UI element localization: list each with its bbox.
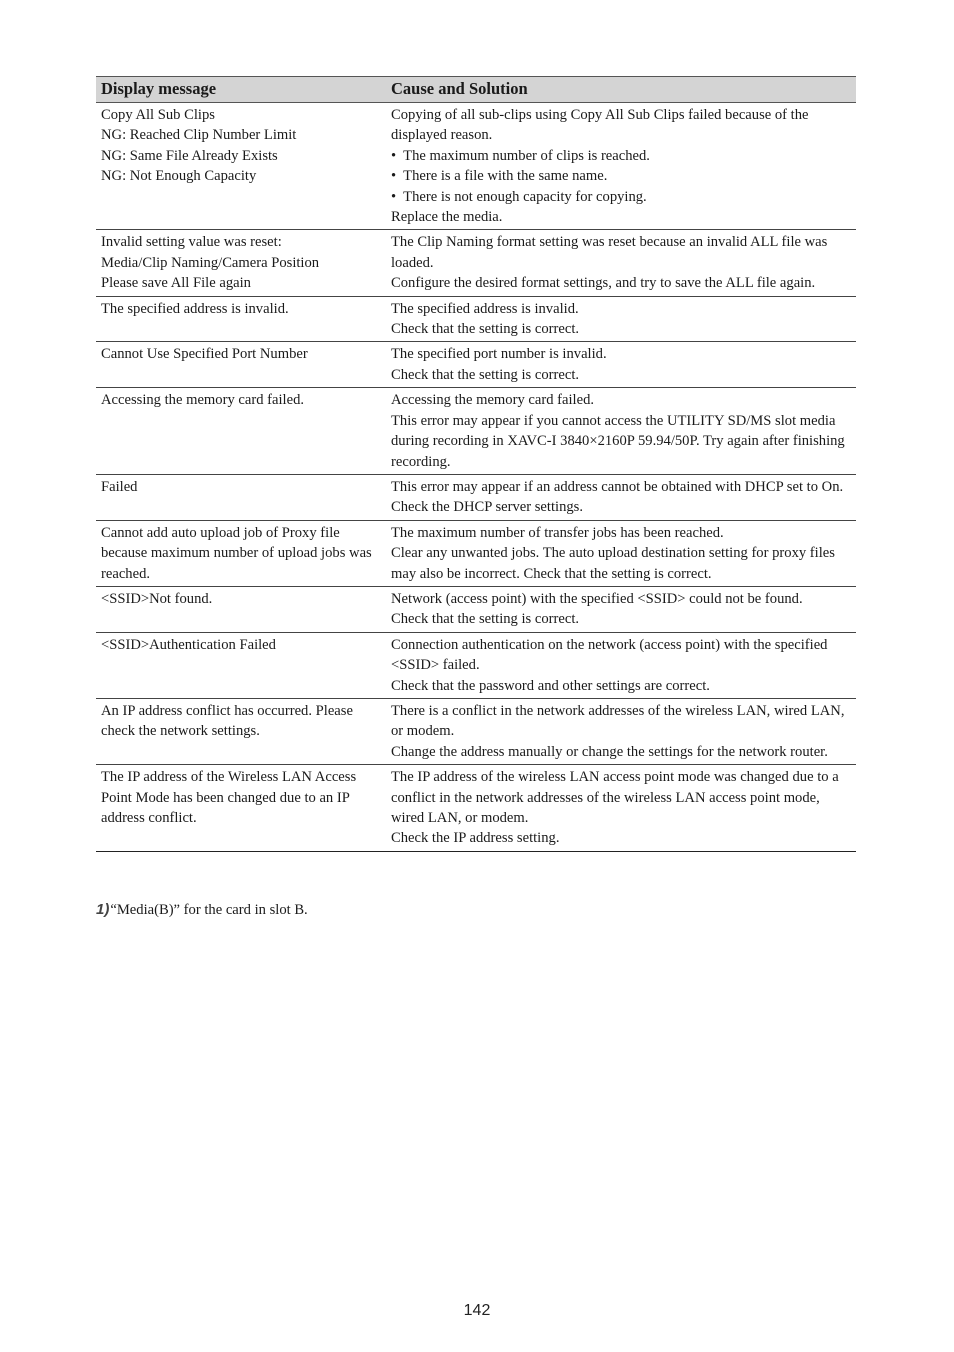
table-row bbox=[96, 765, 856, 852]
display-message-line: The specified address is invalid. bbox=[101, 300, 289, 317]
display-message-line: Invalid setting value was reset: bbox=[101, 234, 282, 251]
display-message-cell bbox=[96, 230, 386, 296]
display-message-line: Cannot Use Specified Port Number bbox=[101, 346, 308, 363]
solution-paragraph: Change the address manually or change the settings for the network router. bbox=[391, 743, 828, 760]
table-header-row bbox=[96, 77, 856, 103]
cause-solution-cell bbox=[386, 698, 856, 764]
display-message-line: Accessing the memory card failed. bbox=[101, 392, 305, 409]
solution-paragraph: This error may appear if you cannot access the UTILITY SD/MS slot media during recording in XAVC-I 3840×2160P 59.94/50P. Try again after finishing recording. bbox=[391, 412, 845, 470]
cause-solution-cell bbox=[386, 296, 856, 342]
display-message-line: Media/Clip Naming/Camera Position bbox=[101, 254, 320, 271]
cause-solution-cell bbox=[386, 342, 856, 388]
footnote bbox=[96, 900, 308, 920]
cause-solution-cell bbox=[386, 230, 856, 296]
solution-paragraph: The IP address of the wireless LAN access point mode was changed due to a conflict in the network addresses of the wireless LAN access point mode, wired LAN, or modem. bbox=[391, 769, 839, 826]
solution-paragraph: The Clip Naming format setting was reset because an invalid ALL file was loaded. bbox=[391, 234, 828, 271]
table-row bbox=[96, 474, 856, 520]
cause-solution-cell bbox=[386, 103, 856, 230]
table-row bbox=[96, 520, 856, 586]
bullet-icon: • bbox=[391, 147, 404, 164]
display-message-cell bbox=[96, 474, 386, 520]
bullet-icon: • bbox=[391, 168, 404, 185]
bullet-icon: • bbox=[391, 188, 404, 205]
display-message-line: The IP address of the Wireless LAN Access Point Mode has been changed due to an IP address conflict. bbox=[101, 769, 357, 826]
cause-solution-cell bbox=[386, 388, 856, 475]
display-message-line: An IP address conflict has occurred. Please check the network settings. bbox=[101, 702, 353, 740]
display-message-cell bbox=[96, 632, 386, 698]
solution-paragraph: The specified address is invalid. bbox=[391, 300, 579, 317]
display-message-line: Failed bbox=[101, 478, 138, 495]
solution-paragraph: This error may appear if an address cannot be obtained with DHCP set to On. bbox=[391, 478, 844, 495]
cause-solution-cell bbox=[386, 765, 856, 852]
solution-paragraph: Check the DHCP server settings. bbox=[391, 499, 583, 516]
table-body bbox=[96, 103, 856, 852]
solution-paragraph: There is a conflict in the network addresses of the wireless LAN, wired LAN, or modem. bbox=[391, 702, 845, 740]
table-header bbox=[96, 77, 856, 103]
display-message-cell bbox=[96, 586, 386, 632]
table-row bbox=[96, 586, 856, 632]
display-message-cell bbox=[96, 765, 386, 852]
solution-paragraph: The maximum number of transfer jobs has been reached. bbox=[391, 524, 724, 541]
bullet-text: The maximum number of clips is reached. bbox=[403, 147, 650, 164]
display-message-cell bbox=[96, 342, 386, 388]
table-row bbox=[96, 388, 856, 475]
error-message-table bbox=[96, 76, 856, 852]
cause-solution-cell bbox=[386, 632, 856, 698]
display-message-cell bbox=[96, 296, 386, 342]
page-number: 142 bbox=[463, 1302, 491, 1319]
display-message-line: <SSID>Not found. bbox=[101, 590, 213, 607]
table-row bbox=[96, 230, 856, 296]
solution-paragraph: Check the IP address setting. bbox=[391, 830, 560, 847]
solution-paragraph: Check that the password and other settings are correct. bbox=[391, 677, 710, 694]
column-header-cause-solution: Cause and Solution bbox=[386, 77, 856, 103]
cause-solution-cell bbox=[386, 520, 856, 586]
bullet-text: There is not enough capacity for copying. bbox=[403, 188, 647, 205]
solution-paragraph: Connection authentication on the network (access point) with the specified <SSID> failed. bbox=[391, 636, 828, 674]
display-message-line: NG: Reached Clip Number Limit bbox=[101, 127, 297, 144]
table-row bbox=[96, 103, 856, 230]
cause-solution-cell bbox=[386, 474, 856, 520]
bullet-text: There is a file with the same name. bbox=[403, 168, 608, 185]
display-message-cell bbox=[96, 103, 386, 230]
solution-paragraph: Accessing the memory card failed. bbox=[391, 392, 595, 409]
bullet-item bbox=[391, 187, 852, 207]
display-message-cell bbox=[96, 698, 386, 764]
display-message-line: NG: Same File Already Exists bbox=[101, 147, 278, 164]
solution-paragraph: Network (access point) with the specified <SSID> could not be found. bbox=[391, 590, 803, 607]
footnote-marker: 1) bbox=[96, 901, 110, 918]
footnote-text: “Media(B)” for the card in slot B. bbox=[110, 902, 308, 918]
solution-paragraph: Configure the desired format settings, and try to save the ALL file again. bbox=[391, 275, 816, 292]
cause-solution-cell bbox=[386, 586, 856, 632]
table-row bbox=[96, 632, 856, 698]
solution-paragraph: Check that the setting is correct. bbox=[391, 611, 580, 628]
display-message-cell bbox=[96, 520, 386, 586]
bullet-item bbox=[391, 166, 852, 186]
solution-paragraph: Check that the setting is correct. bbox=[391, 366, 580, 383]
table-row bbox=[96, 342, 856, 388]
display-message-line: Copy All Sub Clips bbox=[101, 107, 215, 123]
display-message-cell bbox=[96, 388, 386, 475]
solution-paragraph: Replace the media. bbox=[391, 209, 503, 226]
display-message-line: <SSID>Authentication Failed bbox=[101, 636, 276, 653]
table-row bbox=[96, 296, 856, 342]
display-message-line: Cannot add auto upload job of Proxy file because maximum number of upload jobs was reached. bbox=[101, 524, 372, 582]
display-message-line: NG: Not Enough Capacity bbox=[101, 168, 257, 185]
bullet-item bbox=[391, 146, 852, 166]
table-row bbox=[96, 698, 856, 764]
solution-paragraph: Copying of all sub-clips using Copy All Sub Clips failed because of the displayed reason. bbox=[391, 107, 809, 144]
solution-paragraph: Check that the setting is correct. bbox=[391, 321, 580, 338]
solution-paragraph: Clear any unwanted jobs. The auto upload destination setting for proxy files may also be incorrect. Check that the setting is correct. bbox=[391, 545, 835, 582]
display-message-line: Please save All File again bbox=[101, 275, 251, 292]
column-header-display-message: Display message bbox=[96, 77, 386, 103]
solution-paragraph: The specified port number is invalid. bbox=[391, 346, 607, 363]
